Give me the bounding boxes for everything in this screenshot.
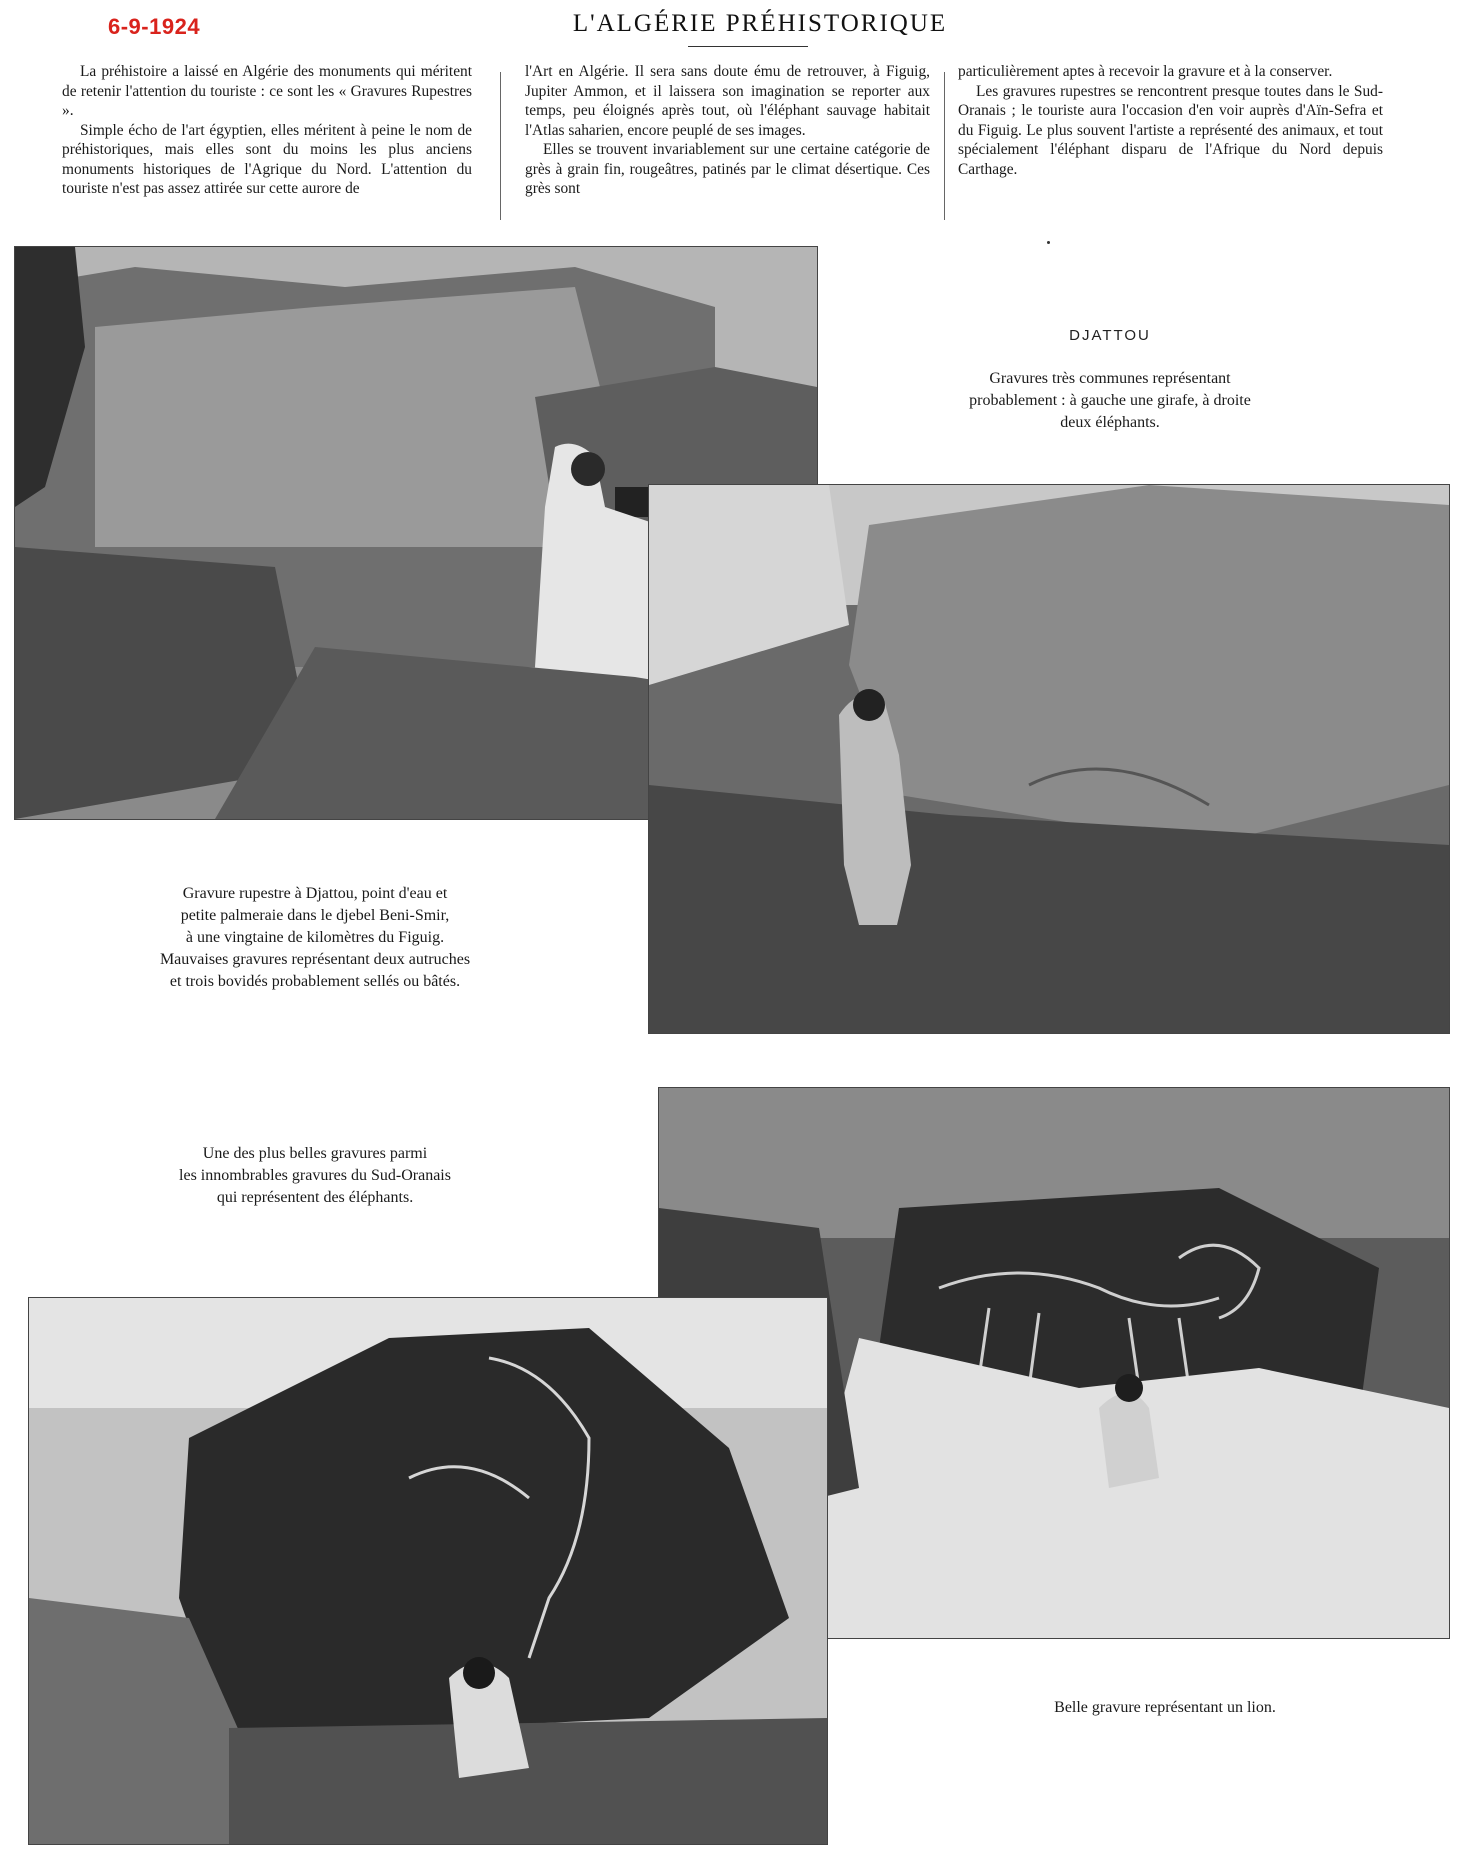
article-paragraph: Simple écho de l'art égyptien, elles méritent à peine le nom de préhistoriques, mais elles sont du moins les plus anciens monuments historiques de l'Agrique du Nord. L'attention du touriste n'est pas assez attirée sur cette aurore de (62, 121, 472, 197)
article-paragraph: La préhistoire a laissé en Algérie des monuments qui méritent de retenir l'attention du touriste : ce sont les « Gravures Rupestres ». (62, 63, 472, 119)
print-speck (1047, 241, 1050, 244)
caption-line: Gravures très communes représentant (989, 370, 1231, 387)
article-paragraph: l'Art en Algérie. Il sera sans doute ému de retrouver, à Figuig, Jupiter Ammon, et il laissera son imagination se reporter aux temps, peu éloignés après tout, où l'éléphant sauvage habitait l'Atlas saharien, encore peuplé de ses images. (525, 63, 930, 139)
article-paragraph: Les gravures rupestres se rencontrent presque toutes dans le Sud-Oranais ; le touriste aura l'occasion d'en voir auprès d'Aïn-Sefra et du Figuig. Le plus souvent l'artiste a représenté des animaux, et tout spécialement l'éléphant disparu de l'Afrique du Nord depuis Carthage. (958, 82, 1383, 178)
caption-gravure-rupestre (80, 883, 550, 993)
caption-line: et trois bovidés probablement sellés ou bâtés. (169, 973, 461, 990)
photo-djattou-elephant-rock (648, 484, 1450, 1034)
caption-line: à une vingtaine de kilomètres du Figuig. (185, 929, 445, 946)
column-divider (500, 72, 501, 220)
caption-line: probablement : à gauche une girafe, à droite (969, 392, 1251, 409)
caption-djattou-title: DJATTOU (1069, 327, 1151, 344)
caption-line: Une des plus belles gravures parmi (202, 1145, 428, 1162)
caption-line: Mauvaises gravures représentant deux autruches (159, 951, 471, 968)
caption-line: petite palmeraie dans le djebel Beni-Smir, (180, 907, 450, 924)
article-column-2 (525, 62, 930, 199)
caption-elephants (80, 1143, 550, 1209)
caption-line: qui représentent des éléphants. (216, 1189, 414, 1206)
article-column-3 (958, 62, 1383, 179)
article-paragraph: particulièrement aptes à recevoir la gravure et à la conserver. (958, 63, 1333, 80)
title-underline (688, 46, 808, 47)
article-column-1 (62, 62, 472, 199)
caption-line: deux éléphants. (1060, 414, 1160, 431)
column-divider (944, 72, 945, 220)
page-title: L'ALGÉRIE PRÉHISTORIQUE (572, 10, 948, 37)
article-paragraph: Elles se trouvent invariablement sur une certaine catégorie de grès à grain fin, rougeâtres, patinés par le climat désertique. Ces grès sont (525, 141, 930, 197)
caption-line: Gravure rupestre à Djattou, point d'eau et (182, 885, 448, 902)
photo-elephant-engraving (28, 1297, 828, 1845)
caption-lion: Belle gravure représentant un lion. (1054, 1699, 1276, 1716)
caption-djattou (880, 368, 1340, 434)
caption-line: les innombrables gravures du Sud-Oranais (179, 1167, 451, 1184)
date-stamp: 6-9-1924 (108, 14, 201, 39)
